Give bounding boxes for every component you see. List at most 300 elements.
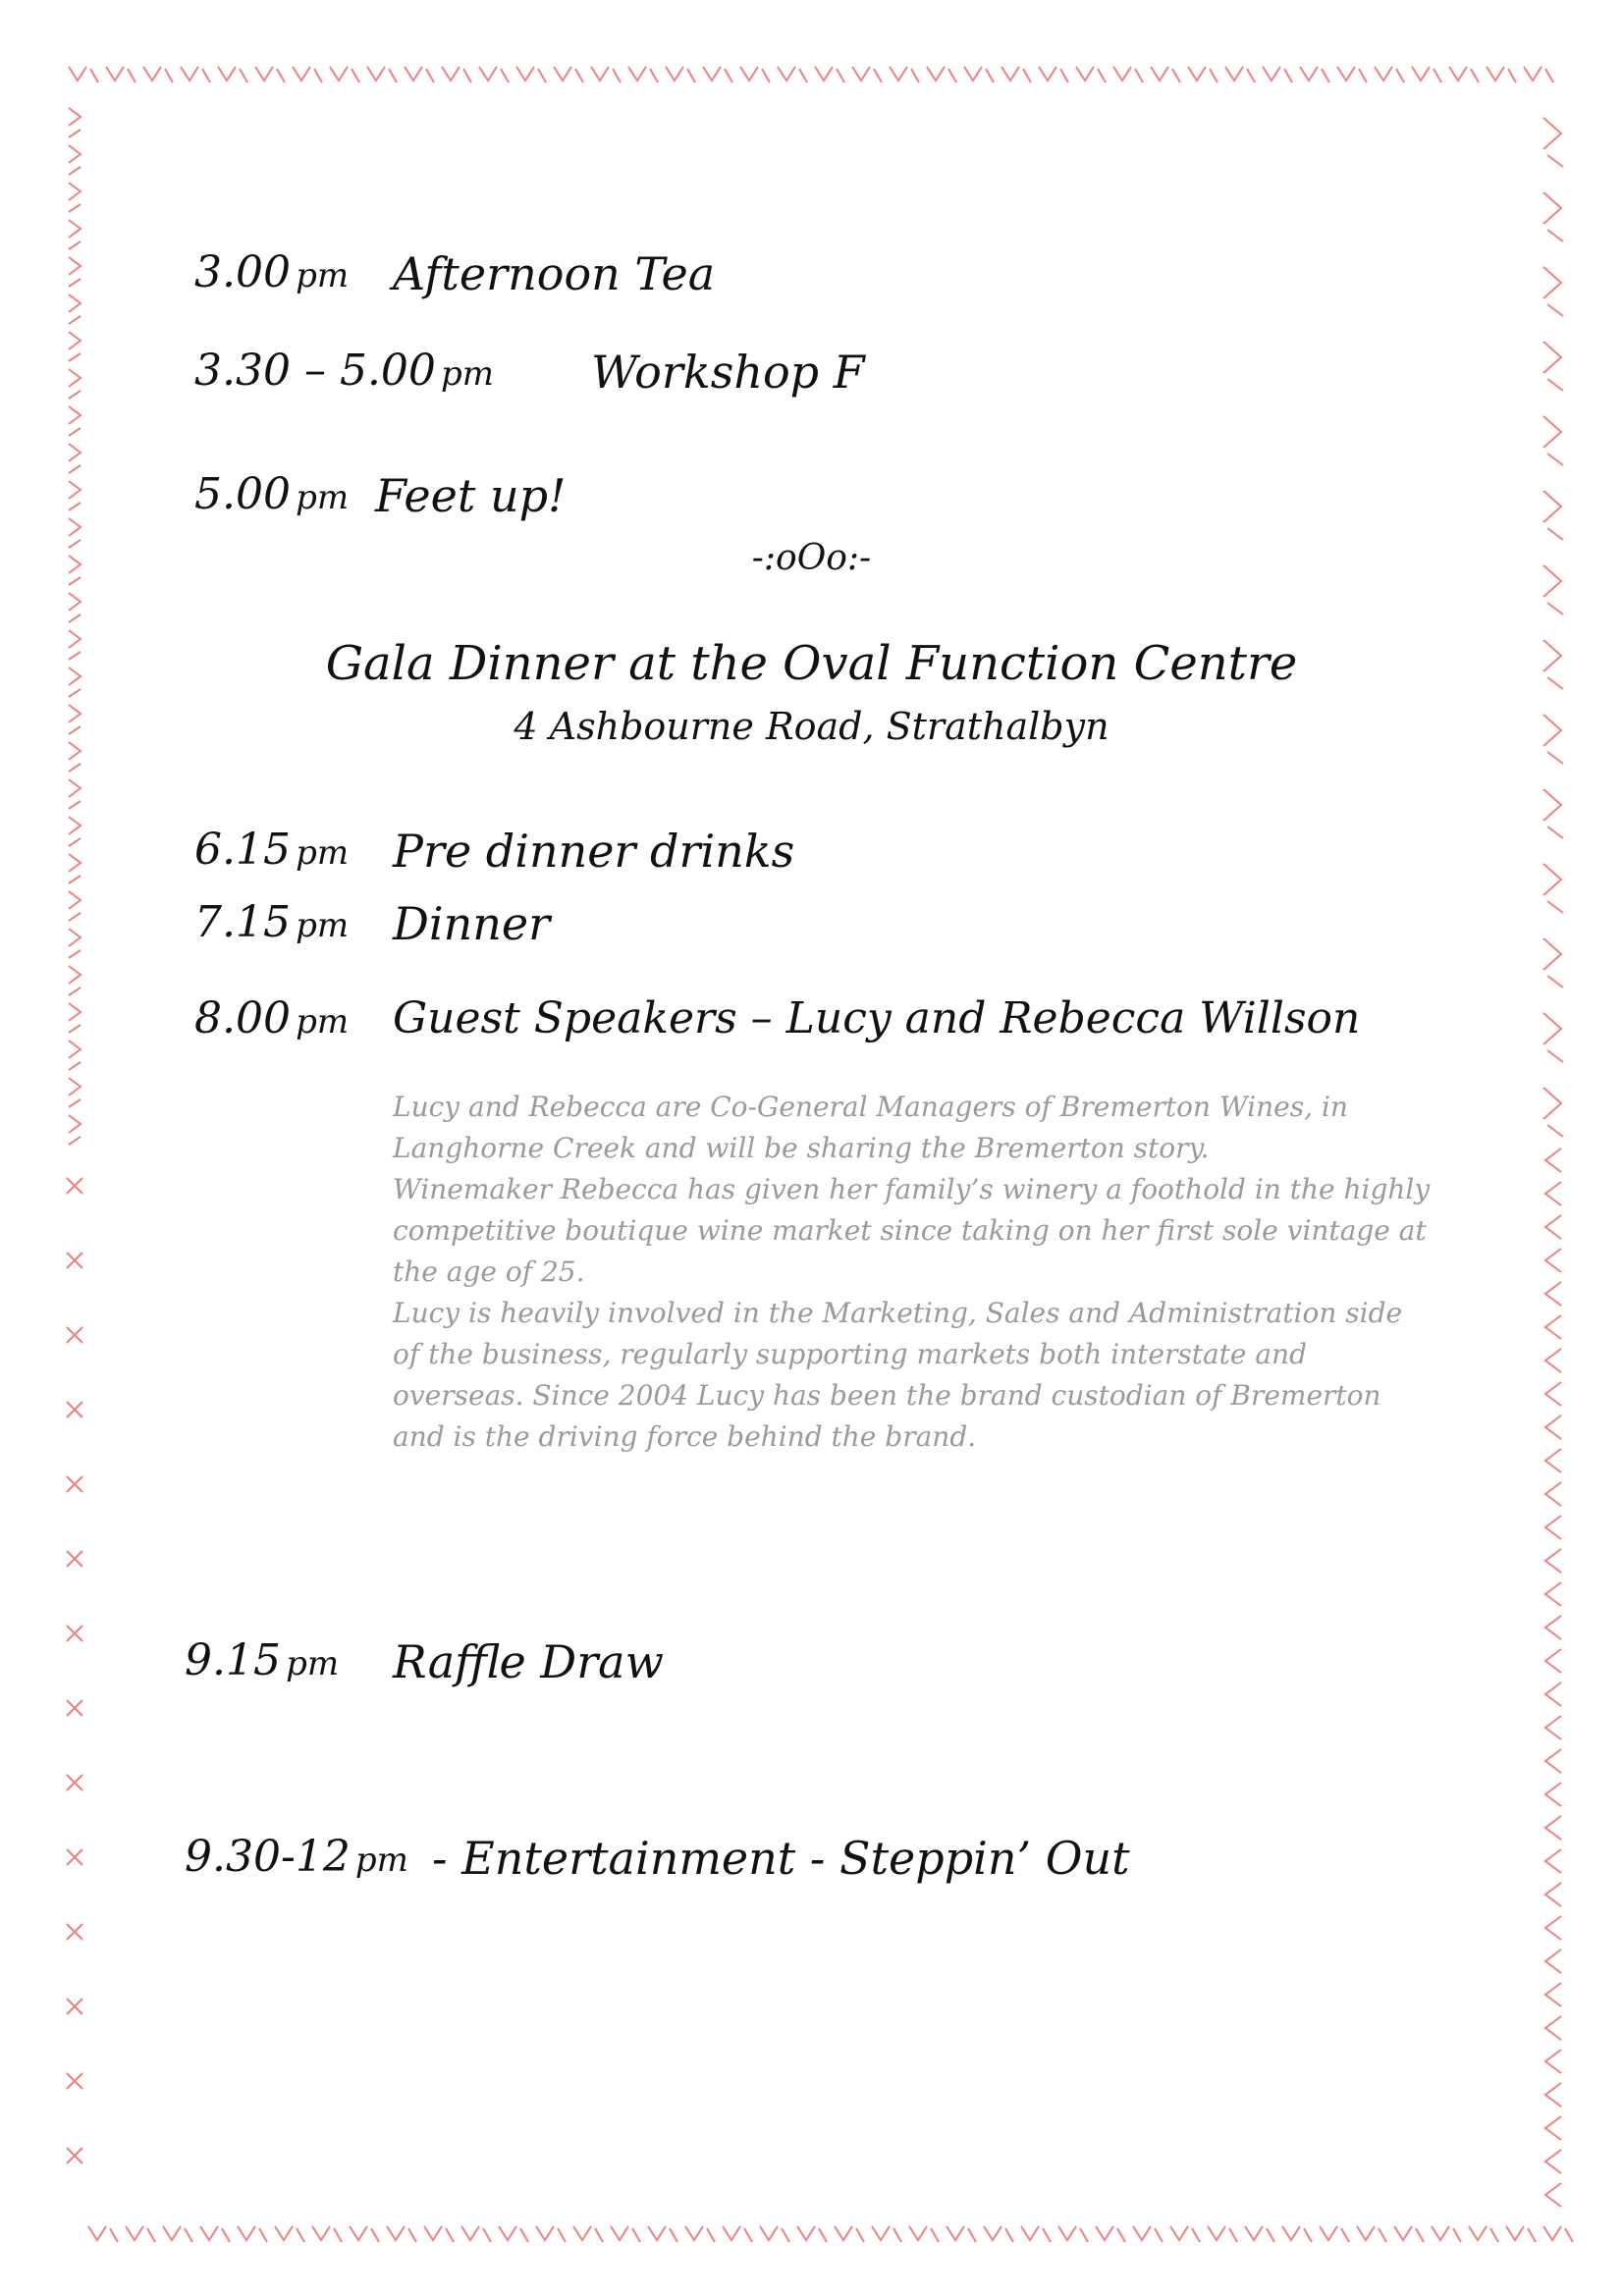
time-unit: pm: [354, 1841, 408, 1880]
border-stitch: [984, 2226, 1001, 2240]
border-stitch: [405, 67, 422, 80]
border-stitch: [1543, 1088, 1561, 1119]
border-stitch: [835, 2226, 852, 2240]
border-stitch: [69, 929, 81, 946]
time-unit: pm: [296, 1002, 350, 1041]
border-stitch: [69, 891, 81, 909]
border-stitch: [1210, 69, 1217, 82]
border-stitch: [69, 779, 81, 797]
border-stitch: [837, 69, 844, 82]
border-stitch: [968, 2228, 976, 2242]
border-stitch: [1547, 230, 1563, 241]
time-value: 3.00: [194, 247, 291, 297]
border-stitch: [126, 2226, 143, 2240]
border-stitch: [67, 1849, 82, 1865]
border-stitch: [1547, 901, 1563, 913]
border-stitch: [1545, 1215, 1561, 1239]
border-stitch: [1060, 69, 1068, 82]
border-stitch: [1547, 155, 1563, 167]
border-stitch: [1547, 1050, 1563, 1062]
border-stitch: [1545, 1415, 1561, 1439]
border-stitch: [1023, 69, 1031, 82]
border-stitch: [797, 2226, 815, 2240]
border-stitch: [408, 2228, 416, 2242]
border-stitch: [69, 220, 81, 238]
border-stitch: [1524, 67, 1542, 80]
border-stitch: [516, 67, 534, 80]
border-stitch: [1547, 976, 1563, 988]
border-stitch: [1379, 2228, 1386, 2242]
border-stitch: [128, 69, 135, 82]
border-stitch: [67, 1775, 82, 1790]
border-stitch: [611, 2226, 628, 2240]
schedule-feet-up: [194, 469, 349, 519]
border-stitch: [69, 369, 81, 387]
border-stitch: [1117, 2228, 1125, 2242]
border-stitch: [1545, 1582, 1561, 1606]
border-stitch: [424, 2226, 442, 2240]
border-stitch: [650, 69, 658, 82]
schedule-afternoon-tea: [194, 247, 349, 297]
border-stitch: [67, 1476, 82, 1492]
item-title-dinner: Dinner: [393, 897, 551, 950]
border-stitch: [426, 69, 434, 82]
border-stitch: [573, 2226, 591, 2240]
border-stitch: [1545, 1549, 1561, 1573]
time-unit: pm: [441, 354, 495, 394]
border-stitch: [1545, 2183, 1561, 2207]
border-stitch: [1245, 2226, 1263, 2240]
border-stitch: [1547, 379, 1563, 391]
border-stitch: [893, 2228, 901, 2242]
border-stitch: [1545, 1382, 1561, 1406]
border-stitch: [1357, 2226, 1375, 2240]
border-stitch: [911, 69, 919, 82]
border-stitch: [69, 257, 81, 275]
border-stitch: [1322, 69, 1329, 82]
border-stitch: [69, 1062, 81, 1070]
border-stitch: [69, 204, 81, 212]
border-stitch: [1039, 67, 1056, 80]
border-stitch: [387, 2226, 405, 2240]
time-value: 3.30 – 5.00: [194, 346, 436, 396]
border-stitch: [1545, 1883, 1561, 1906]
border-stitch: [1432, 2226, 1449, 2240]
border-stitch: [554, 67, 571, 80]
border-stitch: [703, 67, 721, 80]
border-stitch: [277, 69, 285, 82]
border-stitch: [67, 1551, 82, 1567]
border-stitch: [255, 67, 273, 80]
border-stitch: [367, 67, 385, 80]
border-stitch: [856, 2228, 864, 2242]
border-stitch: [218, 67, 236, 80]
border-stitch: [69, 950, 81, 958]
border-stitch: [334, 2228, 342, 2242]
border-stitch: [1320, 2226, 1337, 2240]
border-stitch: [1545, 1949, 1561, 1973]
border-stitch: [1545, 1315, 1561, 1339]
border-stitch: [200, 2226, 218, 2240]
border-stitch: [1043, 2228, 1051, 2242]
border-stitch: [740, 67, 758, 80]
border-stitch: [69, 167, 81, 175]
border-stitch: [181, 67, 198, 80]
item-title-raffle-draw: Raffle Draw: [393, 1635, 664, 1688]
border-stitch: [1545, 1682, 1561, 1706]
border-stitch: [1135, 69, 1143, 82]
border-stitch: [1545, 2016, 1561, 2040]
border-stitch: [782, 2228, 789, 2242]
border-stitch: [520, 2228, 528, 2242]
border-stitch: [69, 876, 81, 883]
border-stitch: [948, 69, 956, 82]
border-stitch: [1192, 2228, 1200, 2242]
separator: -:oOo:-: [751, 538, 872, 578]
border-stitch: [202, 69, 210, 82]
border-stitch: [685, 2226, 703, 2240]
border-stitch: [1247, 69, 1255, 82]
border-stitch: [1412, 67, 1430, 80]
schedule-pre-dinner-drinks: [194, 825, 349, 875]
border-stitch: [69, 518, 81, 536]
border-stitch: [1545, 2116, 1561, 2140]
border-stitch: [446, 2228, 454, 2242]
border-stitch: [88, 2226, 106, 2240]
border-stitch: [778, 67, 795, 80]
border-stitch: [1188, 67, 1206, 80]
border-stitch: [1545, 69, 1553, 82]
border-stitch: [1543, 342, 1561, 373]
border-stitch: [1543, 789, 1561, 821]
border-stitch: [67, 1327, 82, 1343]
border-stitch: [69, 817, 81, 834]
border-stitch: [1076, 67, 1094, 80]
border-stitch: [1208, 2226, 1225, 2240]
border-stitch: [1225, 67, 1243, 80]
border-stitch: [666, 67, 683, 80]
border-stitch: [947, 2226, 964, 2240]
border-stitch: [240, 69, 247, 82]
time-unit: pm: [286, 1644, 340, 1683]
border-stitch: [69, 183, 81, 200]
border-stitch: [872, 2226, 890, 2240]
border-stitch: [852, 67, 870, 80]
border-stitch: [964, 67, 982, 80]
border-stitch: [501, 69, 509, 82]
border-stitch: [1487, 67, 1504, 80]
border-stitch: [1545, 1983, 1561, 2006]
border-stitch: [628, 67, 646, 80]
border-stitch: [1545, 1916, 1561, 1940]
border-stitch: [1545, 1716, 1561, 1739]
border-stitch: [986, 69, 994, 82]
time-value: 8.00: [194, 993, 291, 1043]
border-stitch: [499, 2226, 516, 2240]
border-stitch: [110, 2228, 118, 2242]
border-stitch: [69, 444, 81, 461]
border-stitch: [67, 1402, 82, 1417]
border-stitch: [1416, 2228, 1424, 2242]
border-stitch: [90, 69, 98, 82]
border-stitch: [67, 2148, 82, 2163]
border-stitch: [69, 764, 81, 772]
border-stitch: [632, 2228, 640, 2242]
border-stitch: [890, 67, 907, 80]
border-stitch: [67, 1626, 82, 1641]
border-stitch: [69, 406, 81, 424]
border-stitch: [163, 2226, 181, 2240]
border-stitch: [1547, 827, 1563, 838]
time-unit: pm: [296, 906, 350, 945]
border-stitch: [1113, 67, 1131, 80]
border-stitch: [330, 67, 348, 80]
gala-address: 4 Ashbourne Road, Strathalbyn: [514, 705, 1109, 748]
border-stitch: [389, 69, 397, 82]
border-stitch: [461, 2226, 479, 2240]
border-stitch: [819, 2228, 827, 2242]
border-stitch: [69, 108, 81, 126]
border-stitch: [1545, 2150, 1561, 2173]
border-stitch: [1545, 1182, 1561, 1205]
border-stitch: [67, 2073, 82, 2089]
border-stitch: [165, 69, 173, 82]
item-title-workshop: Workshop F: [591, 346, 865, 399]
border-stitch: [67, 1924, 82, 1940]
speaker-bio: [393, 1087, 1434, 1458]
border-stitch: [1001, 67, 1019, 80]
border-stitch: [1545, 1749, 1561, 1773]
border-stitch: [1337, 67, 1355, 80]
border-stitch: [185, 2228, 192, 2242]
border-stitch: [463, 69, 471, 82]
border-stitch: [670, 2228, 677, 2242]
border-stitch: [760, 2226, 778, 2240]
border-stitch: [1058, 2226, 1076, 2240]
border-stitch: [1545, 1449, 1561, 1472]
border-stitch: [69, 503, 81, 510]
border-stitch: [1434, 69, 1441, 82]
border-stitch: [744, 2228, 752, 2242]
border-stitch: [1545, 1282, 1561, 1306]
border-stitch: [442, 67, 460, 80]
border-stitch: [1543, 2226, 1561, 2240]
border-stitch: [762, 69, 770, 82]
time-unit: pm: [296, 478, 350, 517]
border-stitch: [1543, 267, 1561, 298]
border-stitch: [69, 391, 81, 399]
border-stitch: [1543, 938, 1561, 970]
border-stitch: [575, 69, 583, 82]
border-stitch: [1545, 1249, 1561, 1272]
border-stitch: [1098, 69, 1106, 82]
border-stitch: [67, 1178, 82, 1194]
border-stitch: [1545, 1349, 1561, 1372]
border-stitch: [1543, 864, 1561, 895]
border-stitch: [1394, 2226, 1412, 2240]
border-stitch: [1490, 2228, 1498, 2242]
border-stitch: [1170, 2226, 1188, 2240]
border-stitch: [1545, 1849, 1561, 1873]
border-stitch: [1543, 118, 1561, 149]
border-stitch: [1545, 1516, 1561, 1539]
border-stitch: [69, 838, 81, 846]
border-stitch: [106, 67, 124, 80]
border-stitch: [69, 67, 86, 80]
border-stitch: [1528, 2228, 1536, 2242]
schedule-dinner: [194, 897, 349, 947]
border-stitch: [312, 2226, 330, 2240]
border-stitch: [69, 1025, 81, 1033]
border-stitch: [595, 2228, 603, 2242]
border-stitch: [723, 2226, 740, 2240]
border-stitch: [69, 801, 81, 809]
schedule-raffle-draw: [185, 1635, 339, 1685]
border-stitch: [69, 481, 81, 499]
border-stitch: [275, 2226, 293, 2240]
border-stitch: [1545, 1649, 1561, 1673]
border-stitch: [1545, 2050, 1561, 2073]
border-stitch: [69, 465, 81, 473]
border-stitch: [259, 2228, 267, 2242]
border-stitch: [1547, 304, 1563, 316]
border-stitch: [874, 69, 882, 82]
border-stitch: [69, 1137, 81, 1145]
time-unit: pm: [296, 256, 350, 295]
border-stitch: [69, 1078, 81, 1095]
border-stitch: [1543, 416, 1561, 448]
border-stitch: [69, 1003, 81, 1021]
item-title-entertainment: - Entertainment - Steppin’ Out: [432, 1832, 1130, 1885]
border-stitch: [1543, 491, 1561, 522]
border-stitch: [1508, 69, 1516, 82]
border-stitch: [69, 854, 81, 872]
border-stitch: [687, 69, 695, 82]
border-stitch: [69, 1041, 81, 1058]
border-stitch: [1021, 2226, 1039, 2240]
border-stitch: [69, 353, 81, 361]
border-stitch: [69, 577, 81, 585]
border-stitch: [69, 241, 81, 249]
item-title-afternoon-tea: Afternoon Tea: [393, 247, 716, 300]
border-stitch: [69, 1099, 81, 1107]
border-stitch: [1565, 2228, 1573, 2242]
time-value: 6.15: [194, 825, 291, 875]
border-stitch: [69, 332, 81, 349]
border-stitch: [479, 67, 497, 80]
border-stitch: [1267, 2228, 1274, 2242]
border-stitch: [1300, 67, 1318, 80]
border-stitch: [69, 145, 81, 163]
border-stitch: [1282, 2226, 1300, 2240]
border-stitch: [1096, 2226, 1113, 2240]
border-stitch: [1545, 1816, 1561, 1840]
border-stitch: [69, 316, 81, 324]
border-stitch: [69, 428, 81, 436]
border-stitch: [67, 1700, 82, 1716]
border-stitch: [69, 966, 81, 984]
border-stitch: [538, 69, 546, 82]
item-title-guest-speakers: Guest Speakers – Lucy and Rebecca Willson: [393, 993, 1361, 1043]
border-stitch: [69, 279, 81, 287]
border-stitch: [1547, 752, 1563, 764]
border-stitch: [69, 988, 81, 995]
time-value: 9.30-12: [185, 1832, 351, 1882]
speaker-bio-paragraph: Winemaker Rebecca has given her family’s winery a foothold in the highly competitive boutique wine market since taking on her first sole vintage at the age of 25.: [393, 1173, 1431, 1288]
border-stitch: [69, 614, 81, 622]
border-stitch: [222, 2228, 230, 2242]
border-stitch: [1543, 192, 1561, 224]
border-stitch: [69, 130, 81, 137]
border-stitch: [1545, 1148, 1561, 1172]
time-value: 5.00: [194, 469, 291, 519]
border-stitch: [350, 2226, 367, 2240]
schedule-entertainment: [185, 1832, 408, 1882]
border-stitch: [147, 2228, 155, 2242]
border-stitch: [297, 2228, 304, 2242]
speaker-bio-paragraph: Lucy is heavily involved in the Marketing, Sales and Administration side of the business, regularly supporting markets both interstate and overseas. Since 2004 Lucy has been the brand custodian of Bremerton and is the driving force behind the brand.: [393, 1297, 1403, 1453]
border-stitch: [1545, 1482, 1561, 1506]
border-stitch: [143, 67, 161, 80]
border-stitch: [1284, 69, 1292, 82]
border-stitch: [1133, 2226, 1151, 2240]
border-stitch: [1547, 454, 1563, 465]
border-stitch: [67, 1253, 82, 1268]
border-stitch: [1506, 2226, 1524, 2240]
time-unit: pm: [296, 833, 350, 873]
border-stitch: [613, 69, 621, 82]
border-stitch: [238, 2226, 255, 2240]
border-stitch: [1005, 2228, 1013, 2242]
border-stitch: [1449, 67, 1467, 80]
border-stitch: [536, 2226, 554, 2240]
border-stitch: [1543, 1013, 1561, 1044]
border-stitch: [927, 67, 945, 80]
border-stitch: [69, 593, 81, 611]
time-value: 7.15: [194, 897, 291, 947]
border-stitch: [1547, 603, 1563, 614]
border-stitch: [648, 2226, 666, 2240]
border-stitch: [69, 1115, 81, 1133]
border-stitch: [1080, 2228, 1088, 2242]
border-stitch: [931, 2228, 939, 2242]
item-title-pre-dinner-drinks: Pre dinner drinks: [393, 825, 795, 878]
schedule-workshop: [194, 346, 494, 396]
border-stitch: [591, 67, 609, 80]
border-stitch: [1359, 69, 1367, 82]
border-stitch: [1545, 1783, 1561, 1806]
border-stitch: [1229, 2228, 1237, 2242]
border-stitch: [799, 69, 807, 82]
border-stitch: [67, 1999, 82, 2014]
border-stitch: [1263, 67, 1280, 80]
border-stitch: [1545, 1616, 1561, 1639]
border-stitch: [293, 67, 310, 80]
border-stitch: [371, 2228, 379, 2242]
border-stitch: [1545, 2083, 1561, 2107]
border-stitch: [1375, 67, 1392, 80]
border-stitch: [1469, 2226, 1487, 2240]
border-stitch: [1304, 2228, 1312, 2242]
border-stitch: [1396, 69, 1404, 82]
speaker-bio-paragraph: Lucy and Rebecca are Co-General Managers of Bremerton Wines, in Langhorne Creek and will be sharing the Bremerton story.: [393, 1091, 1348, 1164]
border-stitch: [558, 2228, 566, 2242]
gala-title: Gala Dinner at the Oval Function Centre: [325, 636, 1298, 691]
border-stitch: [707, 2228, 715, 2242]
border-stitch: [352, 69, 359, 82]
item-title-feet-up: Feet up!: [375, 469, 567, 522]
border-stitch: [725, 69, 732, 82]
